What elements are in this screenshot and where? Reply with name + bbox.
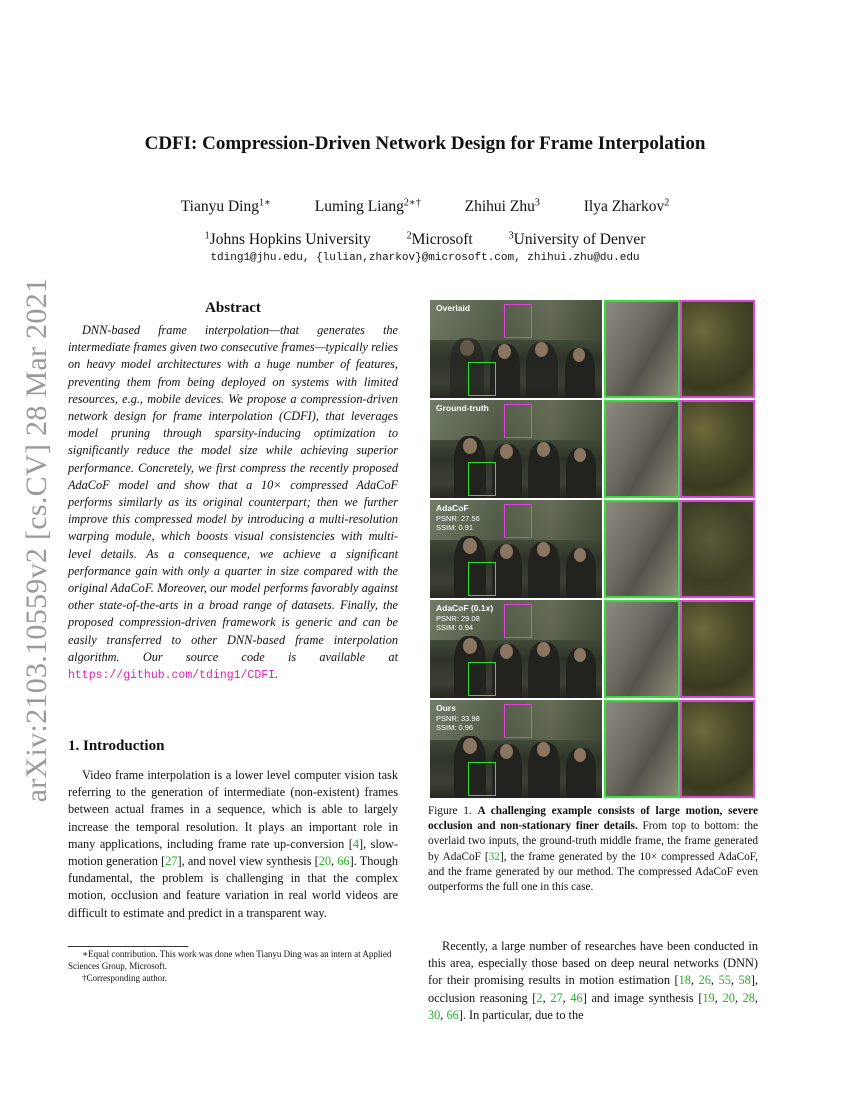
code-link[interactable]: https://github.com/tding1/CDFI — [68, 669, 276, 683]
affiliation: $^3$University of Denver — [508, 230, 646, 248]
panel-label: Ground-truth — [436, 403, 489, 413]
affiliation: $^1$Johns Hopkins University — [204, 230, 371, 248]
frame-image — [430, 600, 602, 698]
abstract-heading: Abstract — [205, 300, 261, 316]
green-crop — [604, 300, 680, 398]
magenta-crop — [680, 500, 755, 598]
citation-link[interactable]: 19 — [702, 990, 715, 1005]
magenta-crop — [680, 400, 755, 498]
citation-link[interactable]: 55 — [718, 973, 731, 988]
green-crop — [604, 400, 680, 498]
citation-link[interactable]: 20 — [318, 854, 332, 869]
footnote: ∗Equal contribution. This work was done when Tianyu Ding was an intern at Applied Sciences Group, Microsoft. — [68, 949, 392, 971]
citation-link[interactable]: 58 — [738, 973, 751, 988]
magenta-crop — [680, 700, 755, 798]
green-crop — [604, 500, 680, 598]
figure-1 — [430, 300, 755, 800]
psnr-value: PSNR: 27.56 — [436, 514, 480, 523]
citation-link[interactable]: 28 — [742, 990, 755, 1005]
figure-panel — [430, 500, 755, 598]
citation-link[interactable]: 20 — [722, 990, 735, 1005]
citation-link[interactable]: 4 — [352, 836, 359, 851]
figure-panel — [430, 300, 755, 398]
affiliation: $^2$Microsoft — [406, 230, 473, 248]
citation-link[interactable]: 32 — [488, 850, 500, 863]
frame-image — [430, 500, 602, 598]
footnote-rule — [68, 946, 188, 947]
author: Luming Liang$^{2∗\dagger}$ — [314, 197, 421, 215]
citation-link[interactable]: 27 — [165, 854, 178, 869]
panel-label: Ours — [436, 703, 456, 713]
author: Ilya Zharkov$^2$ — [583, 197, 670, 215]
author: Zhihui Zhu$^3$ — [464, 197, 540, 215]
citation-link[interactable]: 30 — [428, 1007, 441, 1022]
green-crop — [604, 600, 680, 698]
frame-image — [430, 700, 602, 798]
citation-link[interactable]: 26 — [698, 973, 711, 988]
intro-paragraph: Video frame interpolation is a lower level computer vision task referring to the generation of intermediate (non-existent) frames between actual frames in a sequence, which is able to largely increase the temporal resolution. It plays an important role in many applications, including frame rate up-conversion [4], slow-motion generation [27], and novel view synthesis [20, 66]. Though fundamental, the problem is challenging in that the complex motion, occlusion and feature variation in real world videos are difficult to estimate and predict in a transparent way. — [68, 768, 398, 920]
panel-label: Overlaid — [436, 303, 471, 313]
author-emails: tding1@jhu.edu, {lulian,zharkov}@microsoft.com, zhihui.zhu@du.edu — [210, 252, 640, 264]
citation-link[interactable]: 66 — [337, 854, 350, 869]
paper-title: CDFI: Compression-Driven Network Design for Frame Interpolation — [144, 133, 706, 154]
citation-link[interactable]: 27 — [550, 990, 563, 1005]
footnotes — [68, 948, 398, 984]
ssim-value: SSIM: 0.91 — [436, 523, 474, 532]
arxiv-watermark: arXiv:2103.10559v2 [cs.CV] 28 Mar 2021 — [20, 277, 53, 803]
panel-label: AdaCoF (0.1x) — [436, 603, 494, 613]
citation-link[interactable]: 46 — [570, 990, 583, 1005]
psnr-value: PSNR: 29.08 — [436, 614, 480, 623]
affiliations — [0, 231, 850, 249]
panel-label: AdaCoF — [436, 503, 469, 513]
figure-panel — [430, 400, 755, 498]
magenta-crop — [680, 300, 755, 398]
frame-image — [430, 300, 602, 398]
citation-link[interactable]: 18 — [678, 973, 691, 988]
intro-heading: 1. Introduction — [68, 738, 165, 754]
psnr-value: PSNR: 33.98 — [436, 714, 480, 723]
figure-panel — [430, 600, 755, 698]
frame-image — [430, 400, 602, 498]
ssim-value: SSIM: 0.94 — [436, 623, 474, 632]
figure-panel — [430, 700, 755, 798]
citation-link[interactable]: 2 — [536, 990, 543, 1005]
figure-caption: Figure 1. A challenging example consists of large motion, severe occlusion and non-stationary finer details. From top to bottom: the overlaid two inputs, the ground-truth middle frame, the frame generated by AdaCoF [32], the frame generated by the 10× compressed AdaCoF, and the frame generated by our method. The compressed AdaCoF even outperforms the full one in this case. — [428, 805, 758, 894]
body-paragraph: Recently, a large number of researches have been conducted in this area, especially those based on deep neural networks (DNN) for their promising results in motion estimation [18, 26, 55, 58], occlusion reasoning [2, 27, 46] and image synthesis [19, 20, 28, 30, 66]. In particular, due to the — [428, 939, 758, 1022]
magenta-crop — [680, 600, 755, 698]
citation-link[interactable]: 66 — [446, 1007, 459, 1022]
author: Tianyu Ding$^{1∗}$ — [180, 197, 271, 215]
abstract-text: DNN-based frame interpolation—that generates the intermediate frames given two consecutive frames—typically relies on heavy model architectures with a huge number of features, preventing them from being deployed on systems with limited resources, e.g., mobile devices. We propose a compression-driven network design for frame interpolation (CDFI), that leverages model pruning through sparsity-inducing optimization to significantly reduce the model size while achieving superior performance. Concretely, we first compress the recently proposed AdaCoF model and show that a 10× compressed AdaCoF performs similarly as its original counterpart; then we further improve this compressed model by introducing a multi-resolution warping module, which boosts visual consistencies with multi-level details. As a consequence, we achieve a significant performance gain with only a quarter in size compared with the original AdaCoF. Moreover, our model performs favorably against other state-of-the-arts in a broad range of datasets. Finally, the proposed compression-driven framework is generic and can be easily transferred to other DNN-based frame interpolation algorithm. Our source code is available at https://github.com/tding1/CDFI. — [68, 323, 398, 683]
footnote: †Corresponding author. — [82, 973, 167, 983]
author-list — [0, 198, 850, 216]
green-crop — [604, 700, 680, 798]
ssim-value: SSIM: 0.96 — [436, 723, 474, 732]
